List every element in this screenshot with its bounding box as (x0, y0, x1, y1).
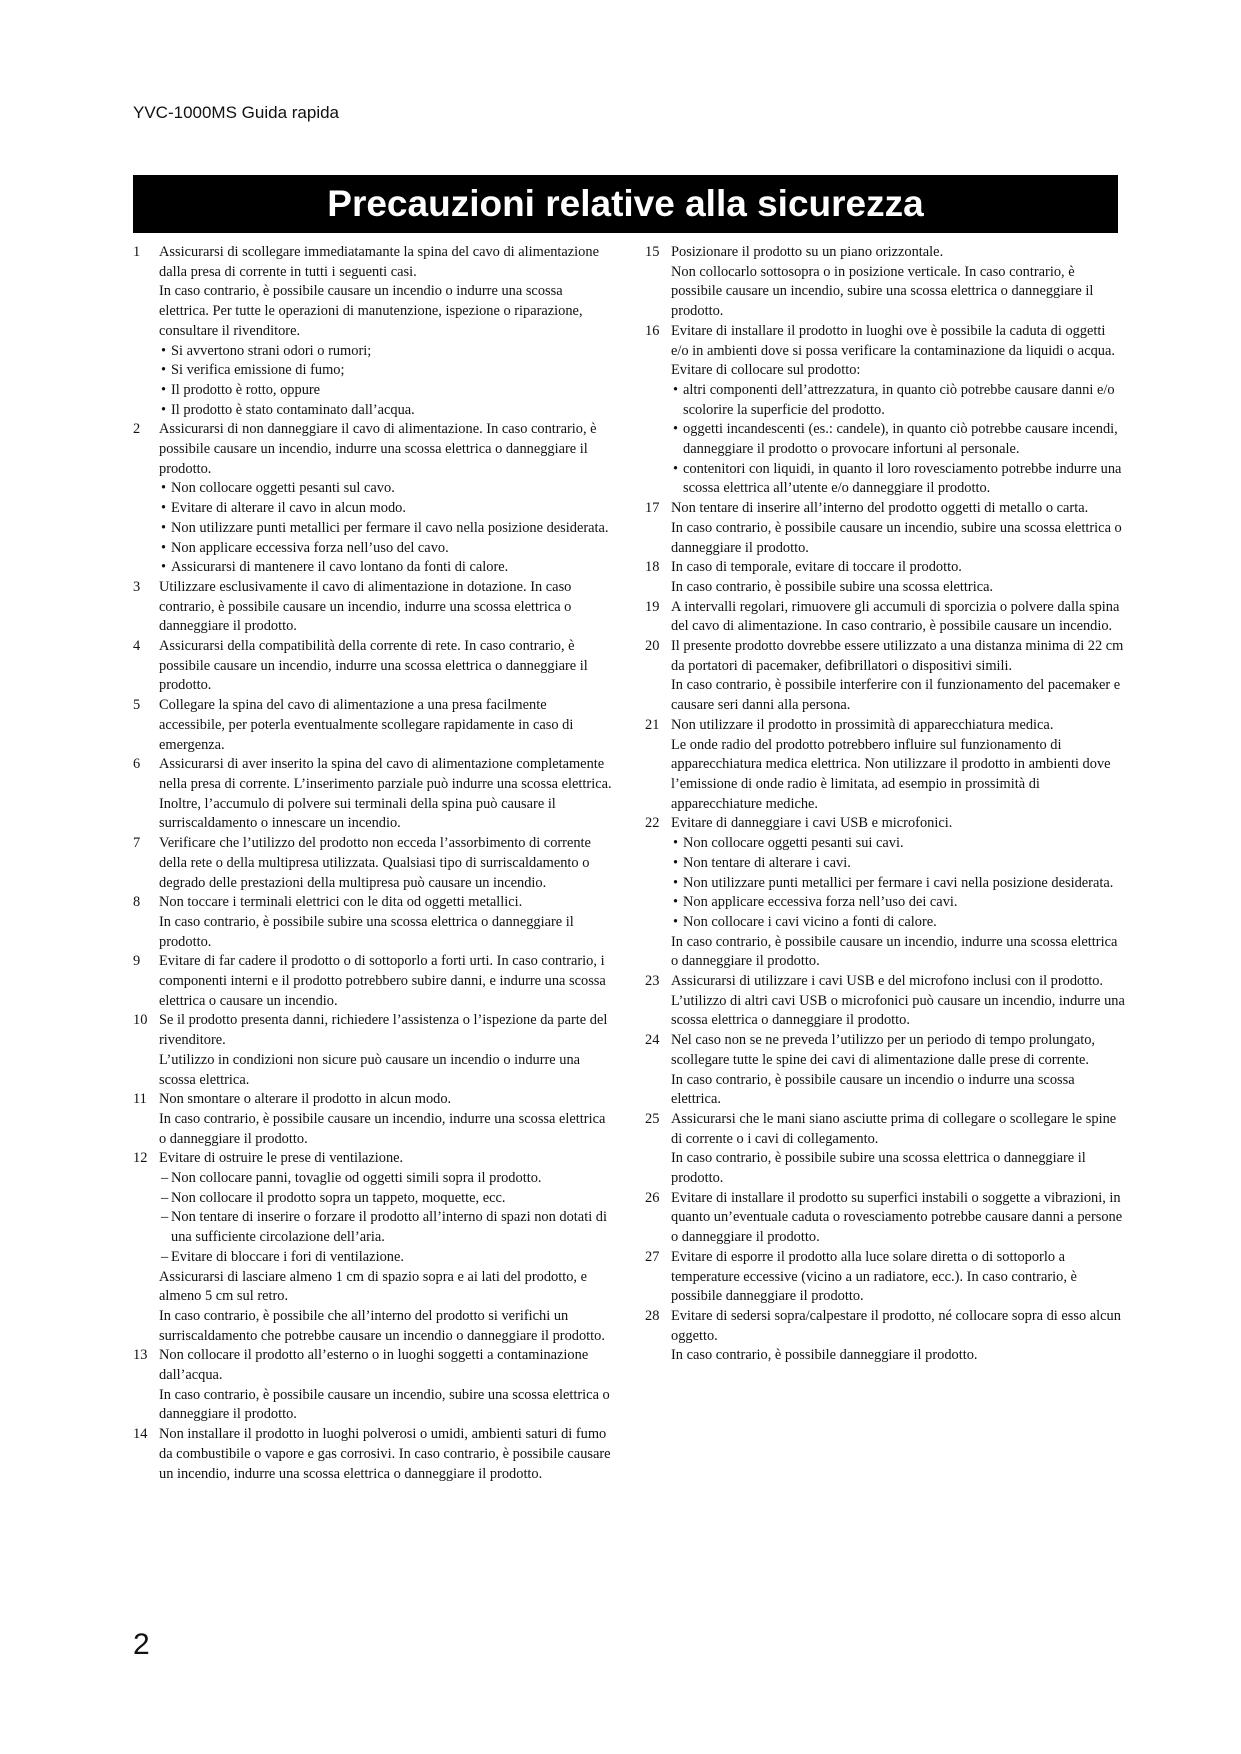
precaution-subitem (159, 1189, 615, 1209)
precaution-number: 12 (133, 1150, 148, 1167)
precaution-subitem (671, 834, 1125, 854)
precaution-text: Utilizzare esclusivamente il cavo di alimentazione in dotazione. In caso contrario, è possibile causare un incendio, indurre una scossa elettrica o danneggiare il prodotto. (159, 578, 572, 635)
precaution-text: A intervalli regolari, rimuovere gli accumuli di sporcizia o polvere dalla spina del cavo di alimentazione. In caso contrario, è possibile causare un incendio. (671, 598, 1120, 635)
precaution-subitem (671, 381, 1125, 420)
precaution-text: In caso contrario, è possibile subire una scossa elettrica o danneggiare il prodotto. (671, 1150, 1086, 1187)
precaution-text: Verificare che l’utilizzo del prodotto non ecceda l’assorbimento di corrente della rete o della multipresa utilizzata. Qualsiasi tipo di surriscaldamento o degrado delle prestazioni della multipresa può causare un incendio. (159, 835, 591, 891)
right-column (645, 243, 1125, 1366)
precaution-item-17 (645, 499, 1125, 558)
precaution-number: 8 (133, 894, 141, 911)
subitem-text: Il prodotto è stato contaminato dall’acqua. (171, 401, 415, 418)
precaution-text: In caso contrario, è possibile subire una scossa elettrica o danneggiare il prodotto. (159, 913, 574, 950)
bullet-mark: • (161, 362, 167, 379)
precaution-text: Assicurarsi di aver inserito la spina del cavo di alimentazione completamente nella presa di corrente. L’inserimento parziale può indurre una scossa elettrica. Inoltre, l’accumulo di polvere sui terminali della spina può causare il surriscaldamento o innescare un incendio. (159, 756, 612, 832)
precaution-item-1 (133, 243, 615, 420)
precaution-item-23 (645, 972, 1125, 1031)
precaution-text: Assicurarsi di non danneggiare il cavo di alimentazione. In caso contrario, è possibile causare un incendio, indurre una scossa elettrica o danneggiare il prodotto. (159, 421, 597, 477)
precaution-text: Nel caso non se ne preveda l’utilizzo per un periodo di tempo prolungato, scollegare tutte le spine dei cavi di alimentazione dalle prese di corrente. (671, 1032, 1095, 1068)
precaution-text: Non utilizzare il prodotto in prossimità di apparecchiatura medica. (671, 716, 1054, 733)
bullet-mark: • (673, 421, 679, 438)
precaution-text: Evitare di sedersi sopra/calpestare il prodotto, né collocare sopra di esso alcun oggetto. (671, 1307, 1121, 1344)
precaution-subitem (159, 1248, 615, 1268)
precaution-text: Assicurarsi di utilizzare i cavi USB e del microfono inclusi con il prodotto. (671, 973, 1104, 990)
precaution-text: L’utilizzo di altri cavi USB o microfonici può causare un incendio, indurre una scossa elettrica o danneggiare il prodotto. (671, 992, 1125, 1029)
precaution-item-2 (133, 420, 615, 578)
precaution-subitem (159, 539, 615, 559)
bullet-mark: – (161, 1189, 169, 1206)
precaution-subitem (671, 874, 1125, 894)
precaution-number: 26 (645, 1189, 660, 1206)
bullet-mark: • (673, 854, 679, 871)
precaution-subitem (671, 420, 1125, 459)
precaution-subitem (159, 519, 615, 539)
precaution-text: Evitare di installare il prodotto su superfici instabili o soggette a vibrazioni, in quanto un’eventuale caduta o rovesciamento potrebbe causare danni a persone o danneggiare il prodotto. (671, 1189, 1123, 1246)
precaution-number: 11 (133, 1091, 147, 1108)
precaution-text: In caso contrario, è possibile causare un incendio o indurre una scossa elettrica. Per tutte le operazioni di manutenzione, ispezione o riparazione, consultare il rivenditore. (159, 283, 583, 339)
precaution-text: Assicurarsi di lasciare almeno 1 cm di spazio sopra e ai lati del prodotto, e almeno 5 cm sul retro. (159, 1268, 587, 1305)
precaution-item-14 (133, 1425, 615, 1484)
bullet-mark: • (161, 500, 167, 517)
precaution-item-13 (133, 1346, 615, 1425)
bullet-mark: – (161, 1170, 169, 1187)
bullet-mark: • (673, 381, 679, 398)
precaution-item-24 (645, 1031, 1125, 1110)
left-column (133, 243, 615, 1484)
precaution-subitem (671, 893, 1125, 913)
precaution-number: 3 (133, 578, 141, 595)
precaution-number: 24 (645, 1032, 660, 1049)
bullet-mark: • (161, 480, 167, 497)
precaution-number: 4 (133, 638, 141, 655)
precaution-text: In caso contrario, è possibile che all’interno del prodotto si verifichi un surriscaldamento che potrebbe causare un incendio o danneggiare il prodotto. (159, 1307, 605, 1344)
precaution-text: Le onde radio del prodotto potrebbero influire sul funzionamento di apparecchiatura medica elettrica. Non utilizzare il prodotto in ambienti dove l’emissione di onde radio è limitata, ad esempio in prossimità di apparecchiature mediche. (671, 736, 1111, 812)
precaution-item-16 (645, 322, 1125, 499)
bullet-mark: • (673, 894, 679, 911)
precaution-subitem (159, 499, 615, 519)
precaution-subitem (159, 479, 615, 499)
precaution-subitem (671, 913, 1125, 933)
precaution-subitem (671, 460, 1125, 499)
precaution-text: Posizionare il prodotto su un piano orizzontale. (671, 244, 944, 260)
precaution-text: L’utilizzo in condizioni non sicure può causare un incendio o indurre una scossa elettrica. (159, 1051, 581, 1088)
precaution-text: In caso contrario, è possibile causare un incendio, indurre una scossa elettrica o danneggiare il prodotto. (671, 933, 1118, 970)
precaution-subitem (159, 558, 615, 578)
precaution-text: In caso contrario, è possibile causare un incendio o indurre una scossa elettrica. (671, 1071, 1075, 1108)
precaution-text: Assicurarsi di scollegare immediatamante la spina del cavo di alimentazione dalla presa di corrente in tutti i seguenti casi. (159, 244, 599, 280)
precaution-text: In caso contrario, è possibile causare un incendio, subire una scossa elettrica o danneggiare il prodotto. (671, 519, 1122, 556)
precaution-number: 21 (645, 716, 660, 733)
precaution-subitem (159, 381, 615, 401)
subitem-text: Il prodotto è rotto, oppure (171, 381, 321, 398)
bullet-mark: • (161, 401, 167, 418)
precaution-item-4 (133, 637, 615, 696)
precaution-number: 10 (133, 1012, 148, 1029)
precaution-text: Assicurarsi della compatibilità della corrente di rete. In caso contrario, è possibile causare un incendio, indurre una scossa elettrica o danneggiare il prodotto. (159, 638, 588, 694)
subitem-text: Evitare di alterare il cavo in alcun modo. (171, 500, 406, 517)
precaution-item-5 (133, 696, 615, 755)
precaution-number: 1 (133, 244, 141, 260)
precaution-number: 28 (645, 1307, 660, 1324)
precaution-text: Non tentare di inserire all’interno del prodotto oggetti di metallo o carta. (671, 500, 1089, 517)
subitem-text: Non collocare il prodotto sopra un tappeto, moquette, ecc. (171, 1189, 506, 1206)
subitem-text: Si avvertono strani odori o rumori; (171, 342, 372, 359)
subitem-text: altri componenti dell’attrezzatura, in quanto ciò potrebbe causare danni e/o scolorire la superficie del prodotto. (683, 381, 1115, 418)
precaution-number: 27 (645, 1248, 660, 1265)
subitem-text: Non utilizzare punti metallici per fermare il cavo nella posizione desiderata. (171, 519, 609, 536)
precaution-number: 14 (133, 1426, 148, 1443)
precaution-text: In caso contrario, è possibile subire una scossa elettrica. (671, 578, 994, 595)
precaution-text: Evitare di far cadere il prodotto o di sottoporlo a forti urti. In caso contrario, i componenti interni e il prodotto potrebbero subire danni, e indurre una scossa elettrica o causare un incendio. (159, 953, 606, 1009)
precaution-number: 19 (645, 598, 660, 615)
precaution-item-28 (645, 1307, 1125, 1366)
precaution-text: Assicurarsi che le mani siano asciutte prima di collegare o scollegare le spine di corrente o i cavi di collegamento. (671, 1110, 1117, 1147)
subitem-text: Non utilizzare punti metallici per fermare i cavi nella posizione desiderata. (683, 874, 1114, 891)
bullet-mark: – (161, 1209, 169, 1226)
precaution-subitem (159, 1208, 615, 1247)
precaution-number: 18 (645, 559, 660, 576)
bullet-mark: • (161, 539, 167, 556)
section-title-banner: Precauzioni relative alla sicurezza (133, 175, 1118, 233)
precaution-number: 7 (133, 835, 141, 852)
subitem-text: Non collocare i cavi vicino a fonti di calore. (683, 913, 937, 930)
bullet-mark: • (161, 381, 167, 398)
precaution-text: In caso contrario, è possibile causare un incendio, indurre una scossa elettrica o danneggiare il prodotto. (159, 1110, 606, 1147)
precaution-text: Evitare di ostruire le prese di ventilazione. (159, 1150, 404, 1167)
subitem-text: Non tentare di inserire o forzare il prodotto all’interno di spazi non dotati di una sufficiente circolazione dell’aria. (171, 1209, 607, 1246)
precaution-number: 25 (645, 1110, 660, 1127)
precaution-text: Non collocare il prodotto all’esterno o in luoghi soggetti a contaminazione dall’acqua. (159, 1347, 589, 1384)
precaution-text: Collegare la spina del cavo di alimentazione a una presa facilmente accessibile, per poterla eventualmente scollegare rapidamente in caso di emergenza. (159, 697, 574, 753)
bullet-mark: • (673, 874, 679, 891)
precaution-number: 5 (133, 697, 141, 714)
precaution-text: Non collocarlo sottosopra o in posizione verticale. In caso contrario, è possibile causare un incendio, subire una scossa elettrica o danneggiare il prodotto. (671, 263, 1094, 320)
precaution-item-22 (645, 814, 1125, 972)
precaution-item-25 (645, 1110, 1125, 1189)
precaution-item-12 (133, 1149, 615, 1346)
precaution-subitem (159, 342, 615, 362)
precaution-item-11 (133, 1090, 615, 1149)
precaution-number: 16 (645, 322, 660, 339)
bullet-mark: • (673, 460, 679, 477)
precaution-number: 17 (645, 500, 660, 517)
precaution-item-21 (645, 716, 1125, 815)
precaution-text: Non toccare i terminali elettrici con le dita od oggetti metallici. (159, 894, 523, 911)
precaution-item-27 (645, 1248, 1125, 1307)
precaution-item-6 (133, 755, 615, 834)
precaution-item-20 (645, 637, 1125, 716)
precaution-text: In caso di temporale, evitare di toccare il prodotto. (671, 559, 962, 576)
subitem-text: Non collocare oggetti pesanti sul cavo. (171, 480, 395, 497)
precaution-number: 23 (645, 973, 660, 990)
precaution-item-3 (133, 578, 615, 637)
precaution-item-7 (133, 834, 615, 893)
subitem-text: Non applicare eccessiva forza nell’uso dei cavi. (683, 894, 958, 911)
document-header: YVC-1000MS Guida rapida (133, 103, 340, 122)
precaution-text: Evitare di danneggiare i cavi USB e microfonici. (671, 815, 953, 832)
precaution-subitem (671, 854, 1125, 874)
bullet-mark: • (673, 835, 679, 852)
precaution-item-26 (645, 1189, 1125, 1248)
precaution-number: 13 (133, 1347, 148, 1364)
precaution-item-19 (645, 598, 1125, 637)
precaution-text: In caso contrario, è possibile interferire con il funzionamento del pacemaker e causare seri danni alla persona. (671, 677, 1121, 714)
precaution-item-10 (133, 1011, 615, 1090)
precaution-number: 9 (133, 953, 141, 970)
bullet-mark: • (161, 559, 167, 576)
precaution-item-9 (133, 952, 615, 1011)
subitem-text: contenitori con liquidi, in quanto il loro rovesciamento potrebbe indurre una scossa elettrica all’utente e/o danneggiare il prodotto. (683, 460, 1122, 497)
precaution-text: Non smontare o alterare il prodotto in alcun modo. (159, 1091, 452, 1108)
bullet-mark: • (673, 913, 679, 930)
precaution-number: 20 (645, 638, 660, 655)
subitem-text: oggetti incandescenti (es.: candele), in quanto ciò potrebbe causare incendi, danneggiare il prodotto o provocare infortuni al personale. (683, 421, 1118, 458)
precaution-number: 15 (645, 244, 660, 260)
precaution-number: 6 (133, 756, 141, 773)
bullet-mark: – (161, 1248, 169, 1265)
subitem-text: Si verifica emissione di fumo; (171, 362, 345, 379)
subitem-text: Assicurarsi di mantenere il cavo lontano da fonti di calore. (171, 559, 509, 576)
precaution-text: In caso contrario, è possibile danneggiare il prodotto. (671, 1347, 978, 1364)
precaution-text: Il presente prodotto dovrebbe essere utilizzato a una distanza minima di 22 cm da portatori di pacemaker, defibrillatori o dispositivi simili. (671, 638, 1124, 674)
precaution-text: Evitare di esporre il prodotto alla luce solare diretta o di sottoporlo a temperature eccessive (vicino a un radiatore, ecc.). In caso contrario, è possibile danneggiare il prodotto. (671, 1248, 1077, 1305)
subitem-text: Non applicare eccessiva forza nell’uso del cavo. (171, 539, 449, 556)
bullet-mark: • (161, 519, 167, 536)
precaution-item-15 (645, 243, 1125, 322)
subitem-text: Non collocare panni, tovaglie od oggetti simili sopra il prodotto. (171, 1170, 542, 1187)
precaution-text: Evitare di installare il prodotto in luoghi ove è possibile la caduta di oggetti e/o in ambienti dove si possa verificare la contaminazione da liquidi o acqua. Evitare di collocare sul prodotto: (671, 322, 1115, 379)
precaution-subitem (159, 361, 615, 381)
precaution-number: 22 (645, 815, 660, 832)
page-number: 2 (133, 1628, 150, 1661)
precaution-number: 2 (133, 421, 141, 438)
precaution-text: Se il prodotto presenta danni, richiedere l’assistenza o l’ispezione da parte del rivenditore. (159, 1012, 608, 1049)
precaution-item-8 (133, 893, 615, 952)
precaution-subitem (159, 1169, 615, 1189)
bullet-mark: • (161, 342, 167, 359)
subitem-text: Non collocare oggetti pesanti sui cavi. (683, 835, 904, 852)
subitem-text: Evitare di bloccare i fori di ventilazione. (171, 1248, 404, 1265)
subitem-text: Non tentare di alterare i cavi. (683, 854, 851, 871)
precaution-text: Non installare il prodotto in luoghi polverosi o umidi, ambienti saturi di fumo da combustibile o vapore e gas corrosivi. In caso contrario, è possibile causare un incendio, indurre una scossa elettrica o danneggiare il prodotto. (159, 1426, 611, 1482)
precaution-subitem (159, 401, 615, 421)
precaution-text: In caso contrario, è possibile causare un incendio, subire una scossa elettrica o danneggiare il prodotto. (159, 1386, 610, 1423)
precaution-item-18 (645, 558, 1125, 597)
